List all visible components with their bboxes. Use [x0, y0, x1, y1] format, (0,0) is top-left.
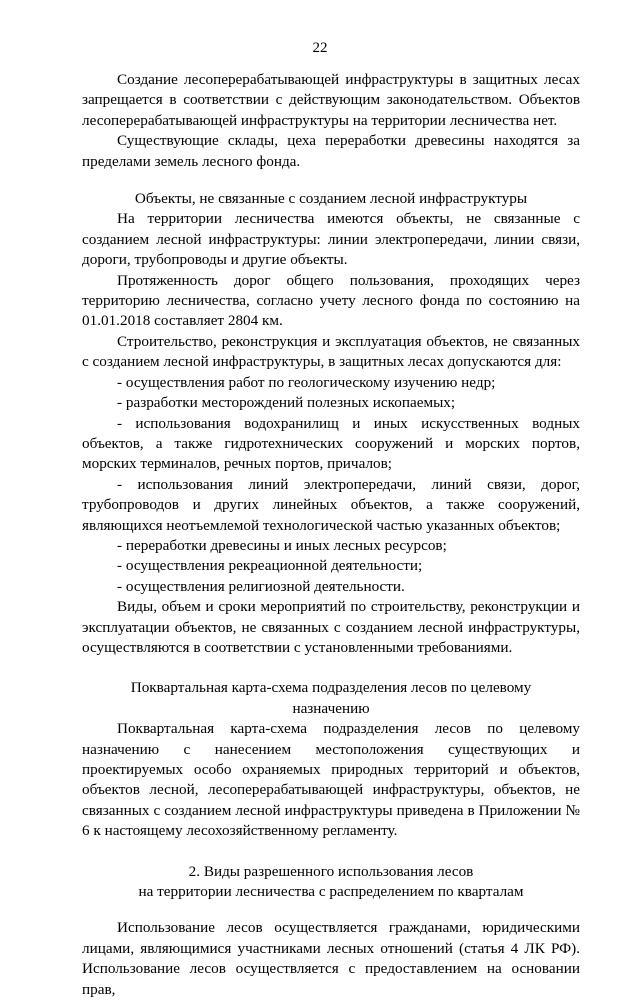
section-heading-line1: Поквартальная карта-схема подразделения лесов по целевому — [130, 679, 532, 697]
chapter-heading-line1: 2. Виды разрешенного использования лесов — [188, 862, 474, 880]
list-item: - использования линий электропередачи, линий связи, дорог, трубопроводов и других линейных объектов, а также сооружений, являющихся неотъемлемой технологической частью указанных объектов; — [82, 475, 580, 534]
list-item: - разработки месторождений полезных ископаемых; — [117, 394, 456, 412]
list-item: - использования водохранилищ и иных искусственных водных объектов, а также гидротехнических сооружений и морских портов, морских терминалов, речных портов, причалов; — [82, 414, 580, 473]
paragraph: Использование лесов осуществляется гражданами, юридическими лицами, являющимися участниками лесных отношений (статья 4 ЛК РФ). Использование лесов осуществляется с предоставлением на основании прав, — [82, 919, 580, 998]
section-heading: Объекты, не связанные с созданием лесной инфраструктуры — [134, 190, 528, 208]
chapter-heading-line2: на территории лесничества с распределением по кварталам — [138, 883, 524, 901]
section-heading-line2: назначению — [292, 699, 370, 717]
list-item: - осуществления работ по геологическому изучению недр; — [117, 373, 496, 391]
list-item: - осуществления религиозной деятельности. — [117, 577, 405, 595]
page-body — [82, 70, 580, 1000]
paragraph: Создание лесоперерабатывающей инфраструктуры в защитных лесах запрещается в соответствии с действующим законодательством. Объектов лесоперерабатывающей инфраструктуры на территории лесничества нет. — [82, 71, 580, 129]
paragraph: Виды, объем и сроки мероприятий по строительству, реконструкции и эксплуатации объектов, не связанных с созданием лесной инфраструктуры, осуществляются в соответствии с установленными требованиями. — [82, 598, 580, 656]
paragraph: Протяженность дорог общего пользования, проходящих через территорию лесничества, согласно учету лесного фонда по состоянию на 01.01.2018 составляет 2804 км. — [82, 271, 580, 330]
list-item: - переработки древесины и иных лесных ресурсов; — [117, 536, 447, 554]
list-item: - осуществления рекреационной деятельности; — [117, 557, 423, 575]
page-number: 22 — [312, 40, 328, 56]
paragraph: На территории лесничества имеются объекты, не связанные с созданием лесной инфраструктуры: линии электропередачи, линии связи, дороги, трубопроводы и другие объекты. — [82, 210, 580, 269]
paragraph: Существующие склады, цеха переработки древесины находятся за пределами земель лесного фонда. — [82, 132, 580, 170]
paragraph: Поквартальная карта-схема подразделения лесов по целевому назначению с нанесением местоположения существующих и проектируемых особо охраняемых природных территорий и объектов, объектов лесной, лесоперерабатывающей инфраструктуры, объектов, не связанных с созданием лесной инфраструктуры приведена в Приложении № 6 к настоящему лесохозяйственному регламенту. — [82, 720, 580, 840]
paragraph: Строительство, реконструкция и эксплуатация объектов, не связанных с созданием лесной инфраструктуры, в защитных лесах допускаются для: — [82, 332, 580, 371]
